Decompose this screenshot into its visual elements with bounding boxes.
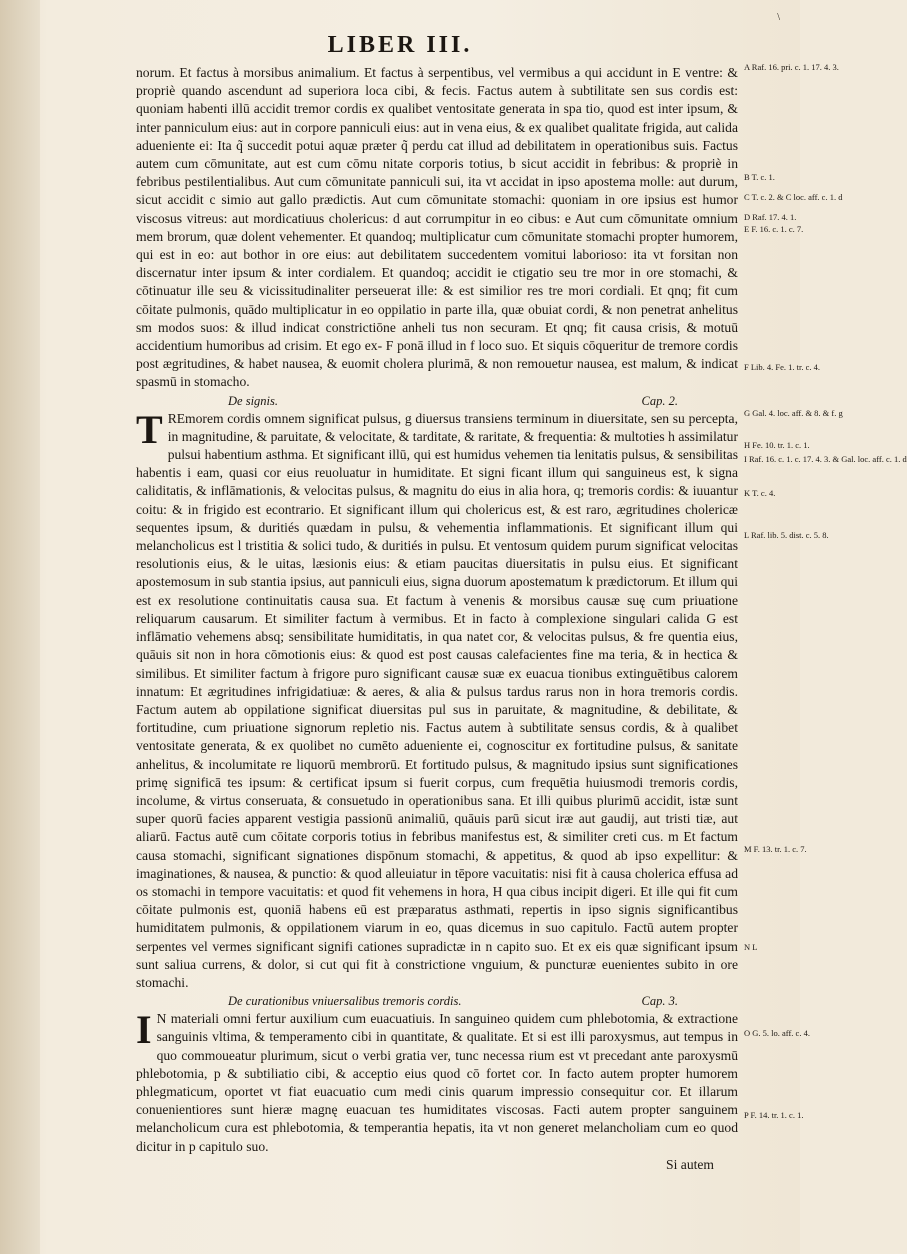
chapter-3-number: Cap. 3. [641, 994, 678, 1009]
chapter-3-title: De curationibus vniuersalibus tremoris cordis. [228, 994, 462, 1009]
chapter-2-title: De signis. [228, 393, 278, 408]
margin-note-d: D Raf. 17. 4. 1. [744, 212, 797, 222]
margin-note-g: G Gal. 4. loc. aff. & 8. & f. g [744, 408, 843, 418]
paragraph-3 [136, 1007, 738, 1156]
margin-note-k: K T. c. 4. [744, 488, 776, 498]
margin-note-m: M F. 13. tr. 1. c. 7. [744, 844, 807, 854]
margin-note-i: I Raf. 16. c. 1. c. 17. 4. 3. & Gal. loc. aff. c. 1. d [744, 454, 907, 464]
running-head: LIBER III. [327, 32, 473, 58]
margin-note-c: C T. c. 2. & C loc. aff. c. 1. d [744, 192, 843, 202]
chapter-3-heading [136, 992, 738, 1010]
paragraph-1: norum. Et factus à morsibus animalium. Et factus à serpentibus, vel vermibus a qui accidunt in E ventre: & propriè quando ascendunt ad superiora loca cibi, & fecis. Factus autem à subtilitate sen sus cordis est: quoniam habenti illū accidit tremor cordis ex qualibet ventositate generata in spa tio, quod est inter ipsum, & inter panniculum eius: aut in corpore panniculi eius: aut in vena eius, & ex qualibet qualitate frigida, aut calida adueniente ei: Ita q̃ succedit potui aquæ præter q̃ perdu cat illud ad debilitatem in operationibus suis. Factus autem cum cōmunitate, aut est cum cōmu nitate corporis totius, b sicut accidit in febribus: & propriè in febribus pestilentialibus. Aut cum cōmunitate panniculi sui, ita vt accidat in ipso apostema molle: aut durum, sicut accidit c simio aut gallo prædictis. Aut cum cōmunitate stomachi: quoniam in ore ipsius est humor viscosus vitreus: aut mordicatiuus cholericus: d aut corrumpitur in eo cibus: e Aut cum cōmunitate omnium mem brorum, quæ dolent vehementer. Et quandoq; multiplicatur cum cōmunitate stomachi propter humorem, qui est in eo: aut bothor in ore eius: aut debilitatem succedentem vomitui laborioso: ita vt forsitan non discernatur inter ipsum & inter cordialem. Et quandoq; accidit ie ctigatio seu tre mor in ore stomachi, & cōtinuatur ille seu & vicissitudinaliter perseuerat ille: & est similior res tre mori cordiali. Et qnq; fit cum cōitate pulmonis, quādo multiplicatur in eo oppilatio in parte illa, quæ obuiat cordi, & non penetrat anhelitus sm modos suos: & illud indicat constrictiōne anheli tus non securam. Et qnq; fit causa crisis, & motuū accidentium humoribus ad crisim. Et ego ex- F ponā illud in f loco suo. Et siquis cōqueritur de tremore cordis post ægritudines, & habet nausea, & euomit cholera plurimā, & non remouetur nausea, est malum, & indicat spasmū in stomacho. [136, 65, 738, 390]
catchword: Si autem [666, 1156, 714, 1172]
margin-note-h: H Fe. 10. tr. 1. c. 1. [744, 440, 810, 450]
page-gutter-shadow [0, 0, 40, 1254]
margin-note-f: F Lib. 4. Fe. 1. tr. c. 4. [744, 362, 821, 372]
chapter-2-heading [136, 392, 738, 410]
corner-mark: \ [777, 12, 780, 23]
paragraph-3-text: N materiali omni fertur auxilium cum euacuatiuis. In sanguineo quidem cum phlebotomia, & extractione sanguinis vltima, & temperamento cibi in quantitate, & qualitate. Et si est illi paroxysmus, aut tempus in quo commoueatur plurimum, sicut o verbi gratia ver, tunc necessa rium est vt precedant ante paroxysmū phlebotomia, p & subtiliatio cibi, & acceptio eius quod cō fortet cor. In facto autem propter humorem phlegmaticum, oportet vt fiat euacuatio cum medi cinis quarum impressio consequitur cor. Et illarum conuenientiores sunt hieræ magnę euacuan tes humiditates viscosas. Facti autem propter sanguinem melancholicum cura est phlebotomia, & temperantia hepatis, ita vt non generet melancholiam cum eo quod dicitur in p capitulo suo. [136, 1011, 738, 1154]
paragraph-2-text: REmorem cordis omnem significat pulsus, g diuersus transiens terminum in diuersitate, sen su percepta, in magnitudine, & paruitate, & velocitate, & tarditate, & raritate, & frequentia: & multoties h assimilatur pulsui habentium asthma. Et significant illū, qui est humidus vehemen tia lenitatis pulsus, & sensibilitas habentis i eam, quasi cor eius reuoluatur in humiditate. Et signi ficant illum qui sanguineus est, k signa caliditatis, & inflāmationis, & velocitas pulsus, & magnitu do eius in alia hora, q; tremoris cordis: & iuuantur coitu: & in frigido est econtrario. Et significant illum qui cholericus est, & est raro, ægritudines cholericæ sequentes ipsum, & duritiés quædam in pulsu, & vehementia inflammationis. Et significant illum qui melancholicus est l tristitia & solici tudo, & duritiés in pulsu. Et ventosum quidem purum significat velocitas resolutionis eius, & le uitas, læsionis eius: & etiam paucitas diuersitatis in pulsu eius. Et significant apostemosum in sub stantia ipsius, aut panniculi eius, signa duorum apostematum k prædictorum. Et illum qui est ex resolutione continuitatis causa sua. Et factum à venenis & morsibus causæ suę cum priuatione reliquarum causarum. Et similiter factum à vermibus. Et in facto à complexione singulari calida G est inflāmatio vehemens absq; sensibilitate humiditatis, in qua natet cor, & velocitas pulsus, & fre quentia eius, quāuis sit non in hora cōmotionis eius: & quod est post causas calefacientes fine ma teria, & in hectica & similibus. Et similiter factum à frigore puro significant causæ suæ ex euacua tionibus extinguētibus calorem innatum: Et ægritudines infrigidatiuæ: & aeres, & alia & pulsus tardus rarus non in hora tremoris cordis. Factum autem ab oppilatione significat diuersitas pul sus in paruitate, & magnitudine, & debilitate, & fortitudine, cum priuatione signorum repletio nis. Factus autem à subtilitate sensus cordis, & à qualibet ventositate generata, & ex quolibet no cumēto adueniente ei, cognoscitur ex fortitudine pulsus, & sanitate anhelitus, & incolumitate re liquorū membrorū. Et fortitudo pulsus, & magnitudo ipsius sunt significationes primę significā tes ipsum: & certificat ipsum si fuerit corpus, cum frequētia huiusmodi tremoris cordis, incolume, & virtus conseruata, & consuetudo in operationibus sana. Et illi quibus plurimū accidit, istæ sunt super quorū facies apparent vestigia passionū animaliū, quāuis parū sicut iræ aut gaudij, aut tristi tiæ, aut aliarū. Factus autē cum cōitate corporis totius in febribus manifestus est, & similiter creti cus. m Et factum causa stomachi, significant signationes dispōnum stomachi, & appetitus, & quod ab ipso expellitur: & imaginationes, & nausea, & punctio: & quod alleuiatur in tēpore vacuitatis: nisi fit à causa cholerica effusa ad os stomachi in tempore vacuitatis: et quod fit vehemens in hora, H qua cibus incipit digeri. Et ille qui fit cum cōitate pulmonis est, quoniā habens eū est præparatus asthmati, repertis in ipso signis significantibus humiditatem pulmonis, & oppilationem viarum in eo, quas dicemus in suo capitulo. Factū autem propter serpentes vel vermes significant signifi cationes supradictæ in n capito suo. Et ex eis quæ significant ipsum sunt saliua currens, & dolor, si cut qui fit à constrictione vnguium, & puncturæ euenientes subito in ore stomachi. [136, 410, 738, 990]
chapter-2-number: Cap. 2. [641, 393, 678, 408]
main-text-column [136, 64, 738, 1174]
margin-note-a: A Raf. 16. pri. c. 1. 17. 4. 3. [744, 62, 839, 72]
drop-cap-t: T [136, 406, 163, 452]
drop-cap-i: I [136, 1007, 152, 1053]
margin-note-b: B T. c. 1. [744, 172, 775, 182]
margin-note-o: O G. 5. lo. aff. c. 4. [744, 1028, 810, 1038]
margin-note-p: P F. 14. tr. 1. c. 1. [744, 1110, 804, 1120]
margin-note-e: E F. 16. c. 1. c. 7. [744, 224, 804, 234]
paragraph-2 [136, 406, 738, 993]
margin-note-n: N L [744, 942, 758, 952]
margin-note-l: L Raf. lib. 5. dist. c. 5. 8. [744, 530, 829, 540]
